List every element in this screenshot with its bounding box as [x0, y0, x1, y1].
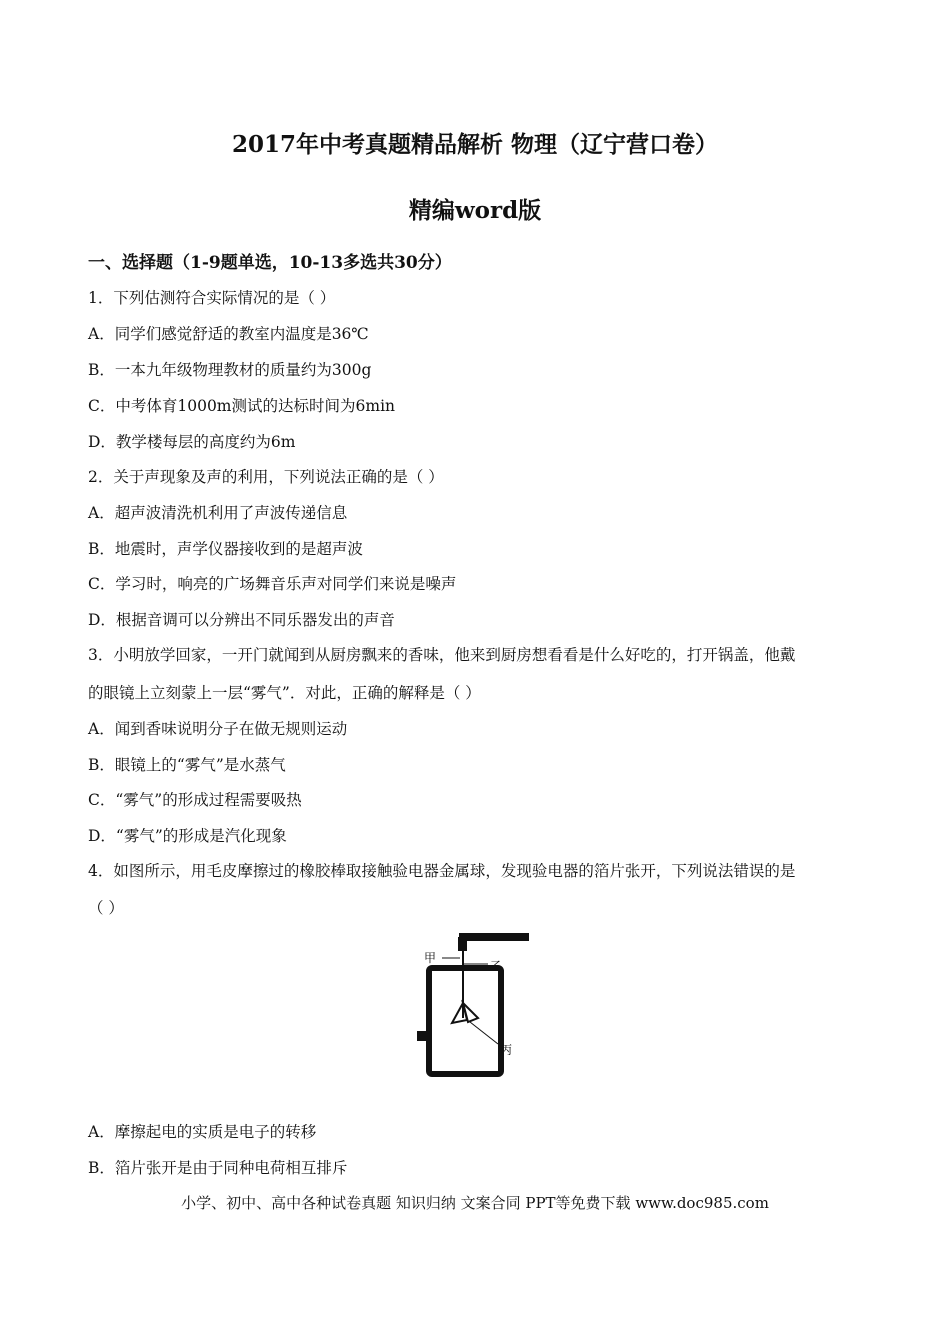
label-yi: 乙 [490, 959, 503, 973]
q3-option-d: D．“雾气”的形成是汽化现象 [88, 827, 287, 845]
label-bing: 丙 [500, 1043, 513, 1057]
document-title: 2017年中考真题精品解析 物理（辽宁营口卷） [231, 131, 719, 158]
label-jia: 甲 [424, 951, 437, 965]
q4-option-a: A．摩擦起电的实质是电子的转移 [88, 1123, 317, 1141]
foil-leaf-right [463, 1003, 478, 1022]
q2-option-b: B．地震时，声学仪器接收到的是超声波 [88, 540, 363, 558]
q3-option-b: B．眼镜上的“雾气”是水蒸气 [88, 756, 286, 774]
rubber-rod [459, 933, 529, 941]
q4-option-b: B．箔片张开是由于同种电荷相互排斥 [88, 1159, 348, 1177]
page-footer: 小学、初中、高中各种试卷真题 知识归纳 文案合同 PPT等免费下载 www.doc985.com [181, 1194, 769, 1212]
q1-option-a: A．同学们感觉舒适的教室内温度是36℃ [88, 325, 369, 343]
q1-option-d: D．教学楼每层的高度约为6m [88, 433, 296, 451]
q2-option-c: C．学习时，响亮的广场舞音乐声对同学们来说是噪声 [88, 575, 457, 593]
q2-option-d: D．根据音调可以分辨出不同乐器发出的声音 [88, 611, 395, 629]
electroscope-figure [412, 928, 538, 1082]
q2-option-a: A．超声波清洗机利用了声波传递信息 [88, 504, 348, 522]
q3-option-a: A．闻到香味说明分子在做无规则运动 [88, 720, 348, 738]
question-3-line-1: 3．小明放学回家，一开门就闻到从厨房飘来的香味，他来到厨房想看看是什么好吃的，打开锅盖，他戴 [88, 646, 796, 664]
question-3-line-2: 的眼镜上立刻蒙上一层“雾气”．对此，正确的解释是（ ） [88, 684, 481, 702]
question-2: 2．关于声现象及声的利用，下列说法正确的是（ ） [88, 468, 444, 486]
question-1: 1．下列估测符合实际情况的是（ ） [88, 289, 336, 307]
q1-option-b: B．一本九年级物理教材的质量约为300g [88, 361, 372, 379]
q3-option-c: C．“雾气”的形成过程需要吸热 [88, 791, 302, 809]
document-subtitle: 精编word版 [408, 197, 542, 224]
question-4-line-2: （ ） [88, 899, 124, 917]
section-heading: 一、选择题（1-9题单选，10-13多选共30分） [88, 253, 452, 273]
q1-option-c: C．中考体育1000m测试的达标时间为6min [88, 397, 396, 415]
question-4-line-1: 4．如图所示，用毛皮摩擦过的橡胶棒取接触验电器金属球，发现验电器的箔片张开，下列说法错误的是 [88, 862, 796, 880]
jar-knob [417, 1031, 427, 1041]
label-bing-line [470, 1022, 498, 1044]
